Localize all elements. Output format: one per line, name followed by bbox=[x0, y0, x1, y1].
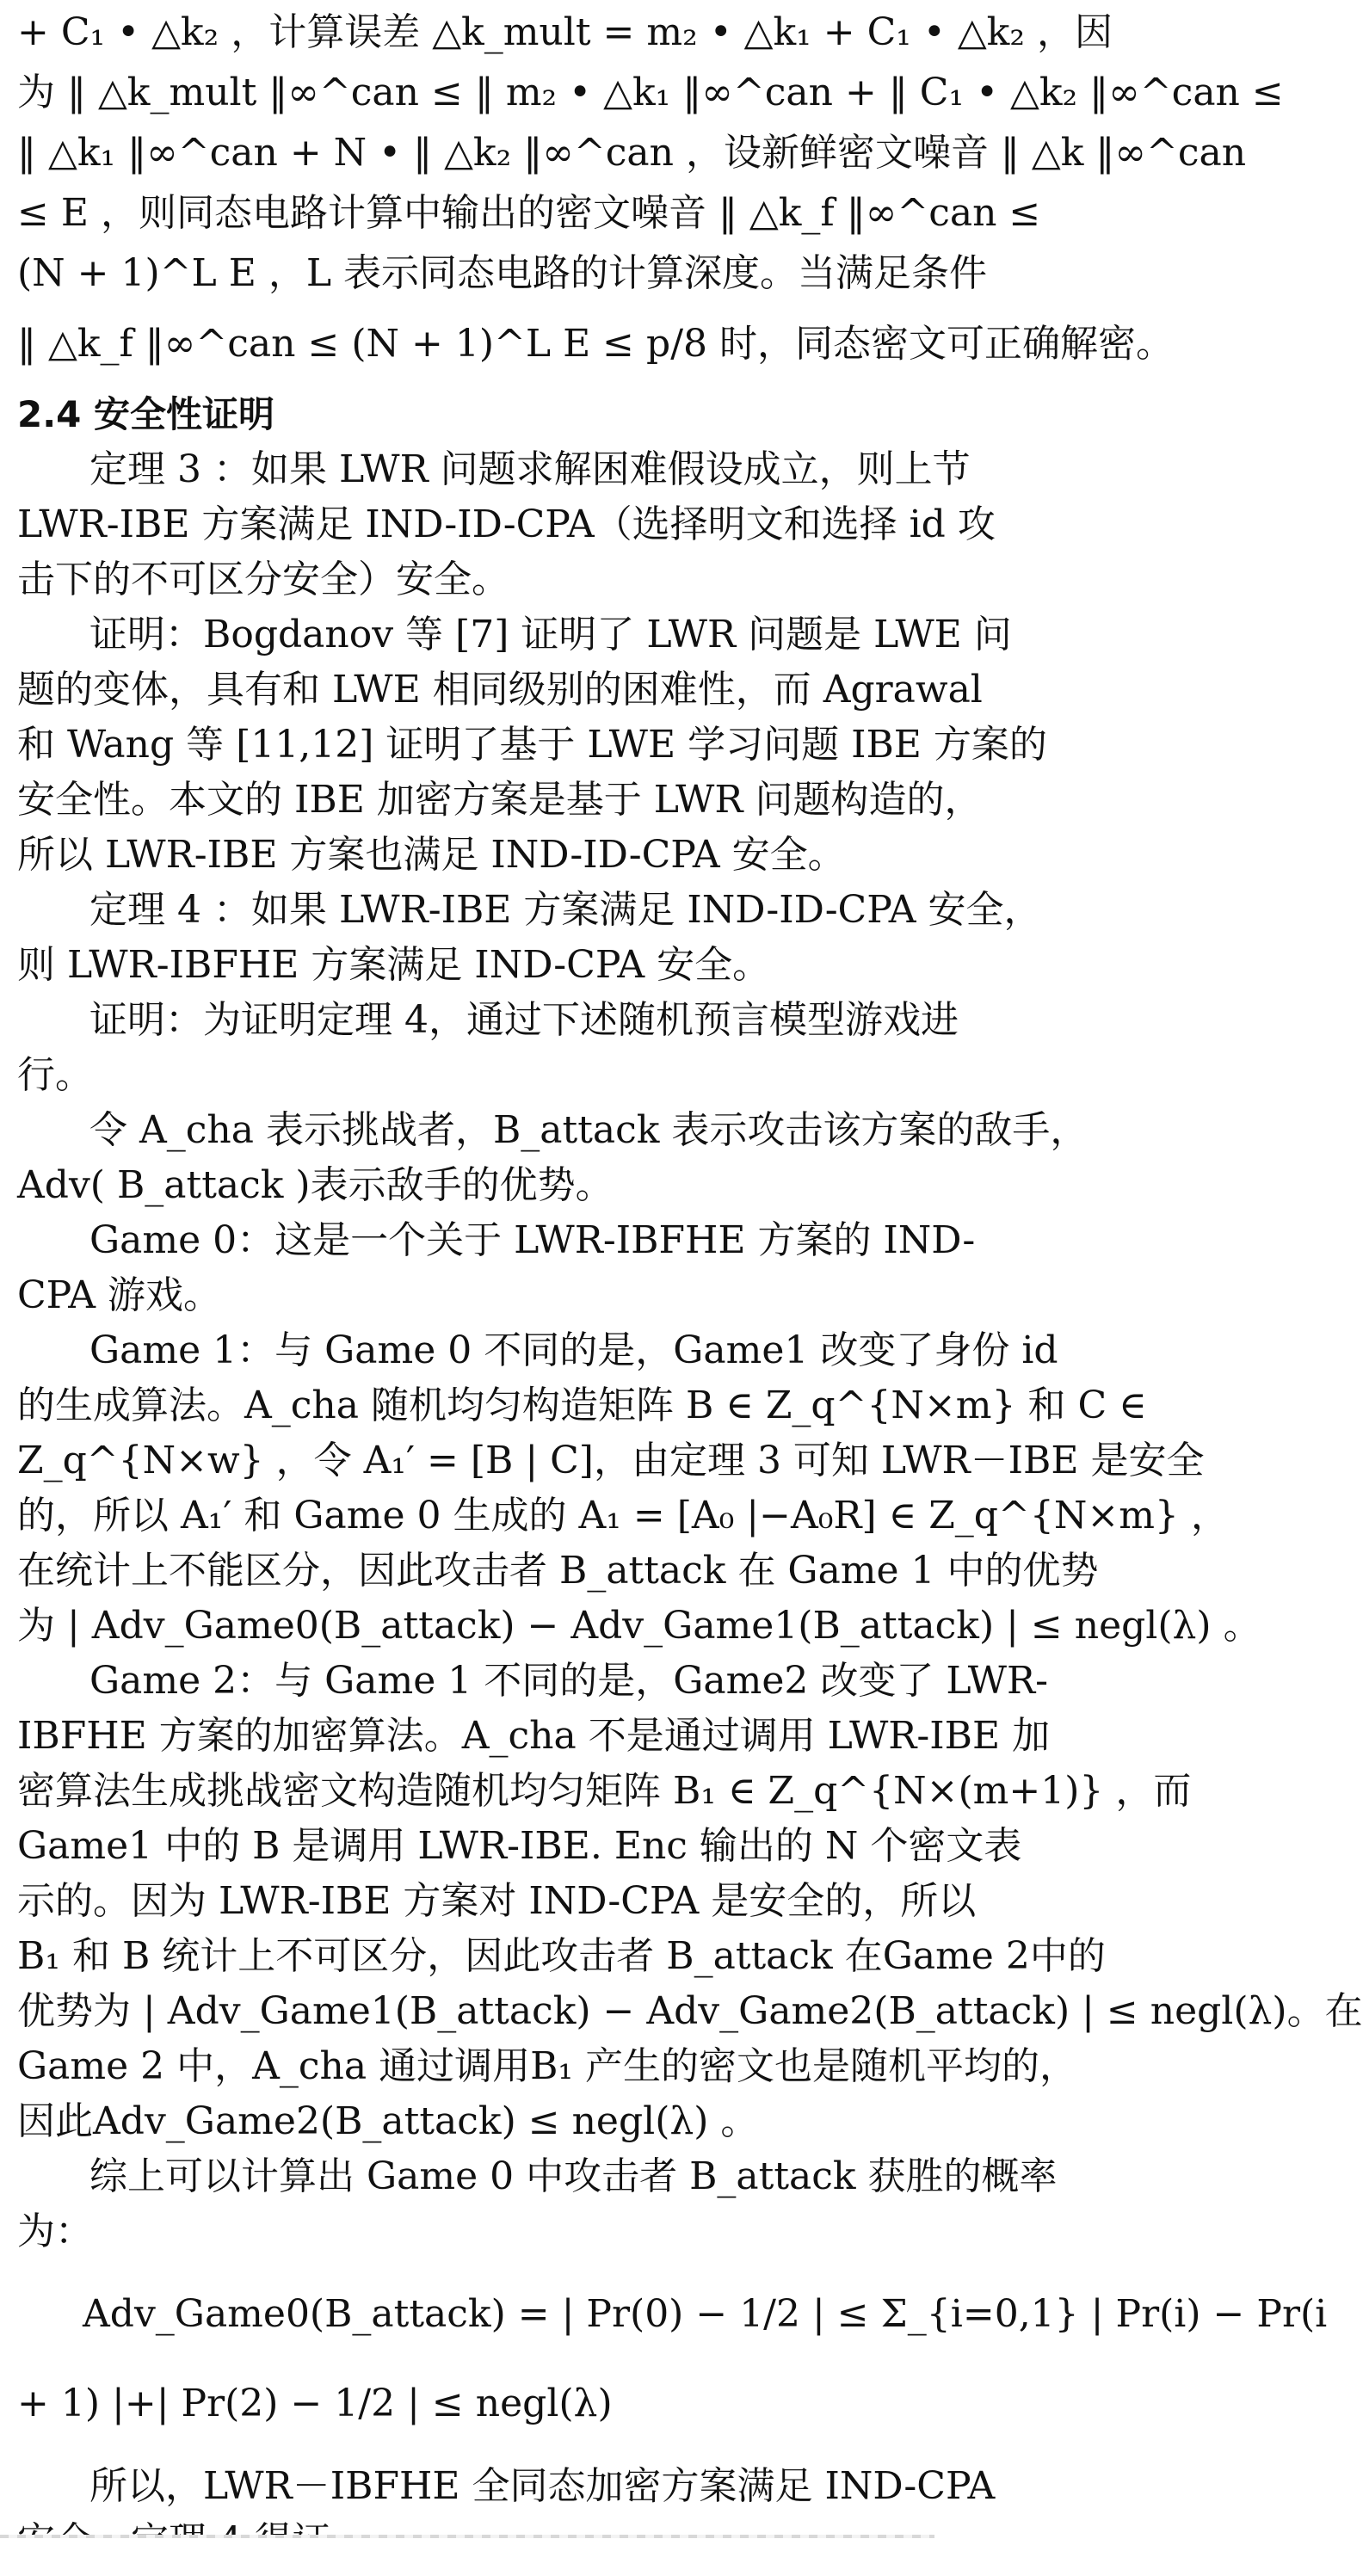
text-line-4: ≤ E ，则同态电路计算中输出的密文噪音 ‖ △k_f ‖∞^can ≤ bbox=[17, 191, 1041, 235]
text-line-5: (N + 1)^L E ，L 表示同态电路的计算深度。当满足条件 bbox=[17, 251, 988, 295]
conclusion-line-1: 所以，LWR－IBFHE 全同态加密方案满足 IND-CPA bbox=[89, 2464, 996, 2508]
game2-line-9: 因此Adv_Game2(B_attack) ≤ negl(λ) 。 bbox=[17, 2099, 759, 2143]
theorem-4-line-1: 定理 4 ：如果 LWR-IBE 方案满足 IND-ID-CPA 安全， bbox=[89, 888, 1042, 932]
game2-line-3: 密算法生成挑战密文构造随机均匀矩阵 B₁ ∈ Z_q^{N×(m+1)} ，而 bbox=[17, 1769, 1192, 1813]
notation-line-2: Adv( B_attack )表示敌手的优势。 bbox=[17, 1163, 614, 1207]
text-line-6: ‖ △k_f ‖∞^can ≤ (N + 1)^L E ≤ p/8 时，同态密文可正确解密。 bbox=[17, 322, 1174, 366]
game1-line-2: 的生成算法。A_cha 随机均匀构造矩阵 B ∈ Z_q^{N×m} 和 C ∈ bbox=[17, 1384, 1147, 1427]
theorem-3-line-3: 击下的不可区分安全）安全。 bbox=[17, 558, 509, 601]
game2-line-1: Game 2：与 Game 1 不同的是，Game2 改变了 LWR- bbox=[89, 1659, 1048, 1703]
proof-3-line-3: 和 Wang 等 [11,12] 证明了基于 LWE 学习问题 IBE 方案的 bbox=[17, 723, 1047, 767]
game2-line-7: 优势为 | Adv_Game1(B_attack) − Adv_Game2(B_attack) | ≤ negl(λ)。在 bbox=[17, 1989, 1363, 2033]
theorem-4-line-2: 则 LWR-IBFHE 方案满足 IND-CPA 安全。 bbox=[17, 943, 771, 987]
summary-line-1: 综上可以计算出 Game 0 中攻击者 B_attack 获胜的概率 bbox=[89, 2154, 1058, 2198]
equation-line-1: Adv_Game0(B_attack) = | Pr(0) − 1/2 | ≤ Σ_{i=0,1} | Pr(i) − Pr(i bbox=[83, 2292, 1328, 2336]
notation-line-1: 令 A_cha 表示挑战者，B_attack 表示攻击该方案的敌手， bbox=[89, 1108, 1089, 1152]
game2-line-5: 示的。因为 LWR-IBE 方案对 IND-CPA 是安全的，所以 bbox=[17, 1879, 977, 1923]
theorem-3-line-1: 定理 3 ：如果 LWR 问题求解困难假设成立，则上节 bbox=[89, 447, 971, 491]
page-cutoff bbox=[0, 2536, 934, 2576]
proof-3-line-4: 安全性。本文的 IBE 加密方案是基于 LWR 问题构造的， bbox=[17, 778, 983, 822]
game1-line-4: 的，所以 A₁′ 和 Game 0 生成的 A₁ = [A₀ |−A₀R] ∈ Z_q^{N×m} ， bbox=[17, 1494, 1229, 1538]
game0-line-2: CPA 游戏。 bbox=[17, 1273, 221, 1317]
text-line-1: + C₁ • △k₂ ，计算误差 △k_mult = m₂ • △k₁ + C₁ • △k₂ ，因 bbox=[17, 10, 1113, 54]
game2-line-8: Game 2 中，A_cha 通过调用B₁ 产生的密文也是随机平均的， bbox=[17, 2044, 1078, 2088]
game1-line-6: 为 | Adv_Game0(B_attack) − Adv_Game1(B_attack) | ≤ negl(λ) 。 bbox=[17, 1604, 1261, 1648]
game1-line-5: 在统计上不能区分，因此攻击者 B_attack 在 Game 1 中的优势 bbox=[17, 1549, 1099, 1593]
summary-line-2: 为： bbox=[17, 2209, 93, 2253]
page-cutoff-edge bbox=[0, 2535, 934, 2538]
theorem-3-line-2: LWR-IBE 方案满足 IND-ID-CPA（选择明文和选择 id 攻 bbox=[17, 502, 996, 546]
equation-line-2: + 1) |+| Pr(2) − 1/2 | ≤ negl(λ) bbox=[17, 2382, 613, 2425]
game0-line-1: Game 0：这是一个关于 LWR-IBFHE 方案的 IND- bbox=[89, 1218, 976, 1262]
proof-3-line-5: 所以 LWR-IBE 方案也满足 IND-ID-CPA 安全。 bbox=[17, 833, 846, 877]
game1-line-1: Game 1：与 Game 0 不同的是，Game1 改变了身份 id bbox=[89, 1328, 1058, 1372]
text-line-2: 为 ‖ △k_mult ‖∞^can ≤ ‖ m₂ • △k₁ ‖∞^can + ‖ C₁ • △k₂ ‖∞^can ≤ bbox=[17, 71, 1284, 114]
proof-4-line-1: 证明：为证明定理 4，通过下述随机预言模型游戏进 bbox=[89, 998, 959, 1042]
section-heading: 2.4 安全性证明 bbox=[17, 393, 275, 435]
game2-line-4: Game1 中的 B 是调用 LWR-IBE. Enc 输出的 N 个密文表 bbox=[17, 1824, 1022, 1868]
game2-line-6: B₁ 和 B 统计上不可区分，因此攻击者 B_attack 在Game 2中的 bbox=[17, 1934, 1106, 1978]
game2-line-2: IBFHE 方案的加密算法。A_cha 不是通过调用 LWR-IBE 加 bbox=[17, 1714, 1051, 1758]
proof-3-line-1: 证明：Bogdanov 等 [7] 证明了 LWR 问题是 LWE 问 bbox=[89, 613, 1012, 656]
proof-3-line-2: 题的变体，具有和 LWE 相同级别的困难性，而 Agrawal bbox=[17, 668, 983, 712]
game1-line-3: Z_q^{N×w} ，令 A₁′ = [B | C]，由定理 3 可知 LWR－IBE 是安全 bbox=[17, 1439, 1205, 1482]
text-line-3: ‖ △k₁ ‖∞^can + N • ‖ △k₂ ‖∞^can ，设新鲜密文噪音 ‖ △k ‖∞^can bbox=[17, 131, 1247, 175]
proof-4-line-2: 行。 bbox=[17, 1053, 93, 1097]
